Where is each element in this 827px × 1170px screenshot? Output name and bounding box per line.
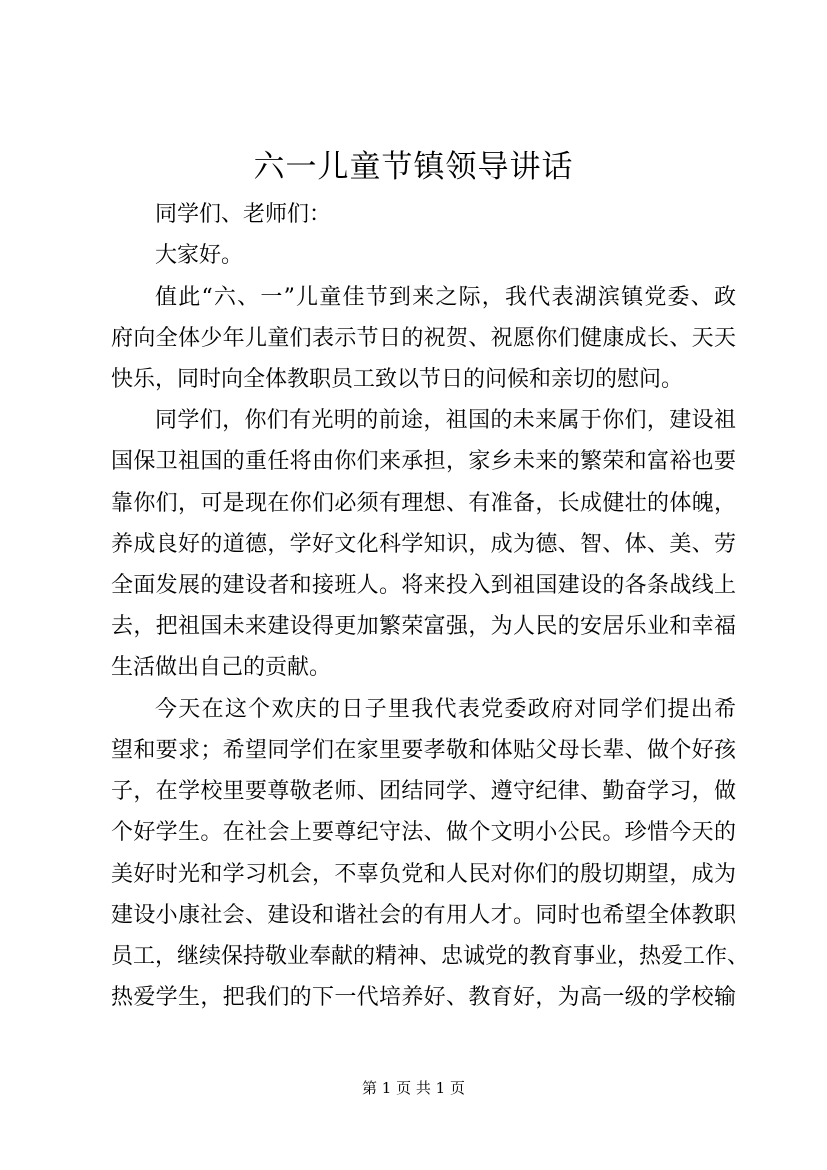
document-title: 六一儿童节镇领导讲话 xyxy=(253,149,574,185)
paragraph-line: 国保卫祖国的重任将由你们来承担，家乡未来的繁荣和富裕也要 xyxy=(111,449,736,474)
paragraph-line: 员工，继续保持敬业奉献的精神、忠诚党的教育事业，热爱工作、 xyxy=(111,944,750,969)
page-number-footer: 第 1 页 共 1 页 xyxy=(362,1079,465,1097)
paragraph-line: 去，把祖国未来建设得更加繁荣富强，为人民的安居乐业和幸福 xyxy=(111,614,736,639)
paragraph-line: 建设小康社会、建设和谐社会的有用人才。同时也希望全体教职 xyxy=(111,903,736,928)
paragraph-line: 同学们，你们有光明的前途，祖国的未来属于你们，建设祖 xyxy=(155,408,736,433)
paragraph-line: 个好学生。在社会上要尊纪守法、做个文明小公民。珍惜今天的 xyxy=(111,820,736,845)
paragraph-line: 热爱学生，把我们的下一代培养好、教育好，为高一级的学校输 xyxy=(111,985,736,1010)
paragraph-line: 府向全体少年儿童们表示节日的祝贺、祝愿你们健康成长、天天 xyxy=(111,326,736,351)
paragraph-line: 生活做出自己的贡献。 xyxy=(111,655,332,680)
paragraph-line: 靠你们，可是现在你们必须有理想、有准备，长成健壮的体魄， xyxy=(111,491,736,516)
paragraph-line: 子，在学校里要尊敬老师、团结同学、遵守纪律、勤奋学习，做 xyxy=(111,779,736,804)
salutation: 同学们、老师们： xyxy=(155,202,332,227)
paragraph-line: 望和要求；希望同学们在家里要孝敬和体贴父母长辈、做个好孩 xyxy=(111,738,736,763)
paragraph-line: 快乐，同时向全体教职员工致以节日的问候和亲切的慰问。 xyxy=(111,367,684,392)
paragraph-line: 今天在这个欢庆的日子里我代表党委政府对同学们提出希 xyxy=(155,697,736,722)
paragraph-line: 养成良好的道德，学好文化科学知识，成为德、智、体、美、劳 xyxy=(111,532,736,557)
paragraph-line: 全面发展的建设者和接班人。将来投入到祖国建设的各条战线上 xyxy=(111,573,736,598)
paragraph-line: 美好时光和学习机会，不辜负党和人民对你们的殷切期望，成为 xyxy=(111,862,736,887)
greeting: 大家好。 xyxy=(155,243,244,268)
paragraph-line: 值此“六、一”儿童佳节到来之际，我代表湖滨镇党委、政 xyxy=(155,285,736,310)
